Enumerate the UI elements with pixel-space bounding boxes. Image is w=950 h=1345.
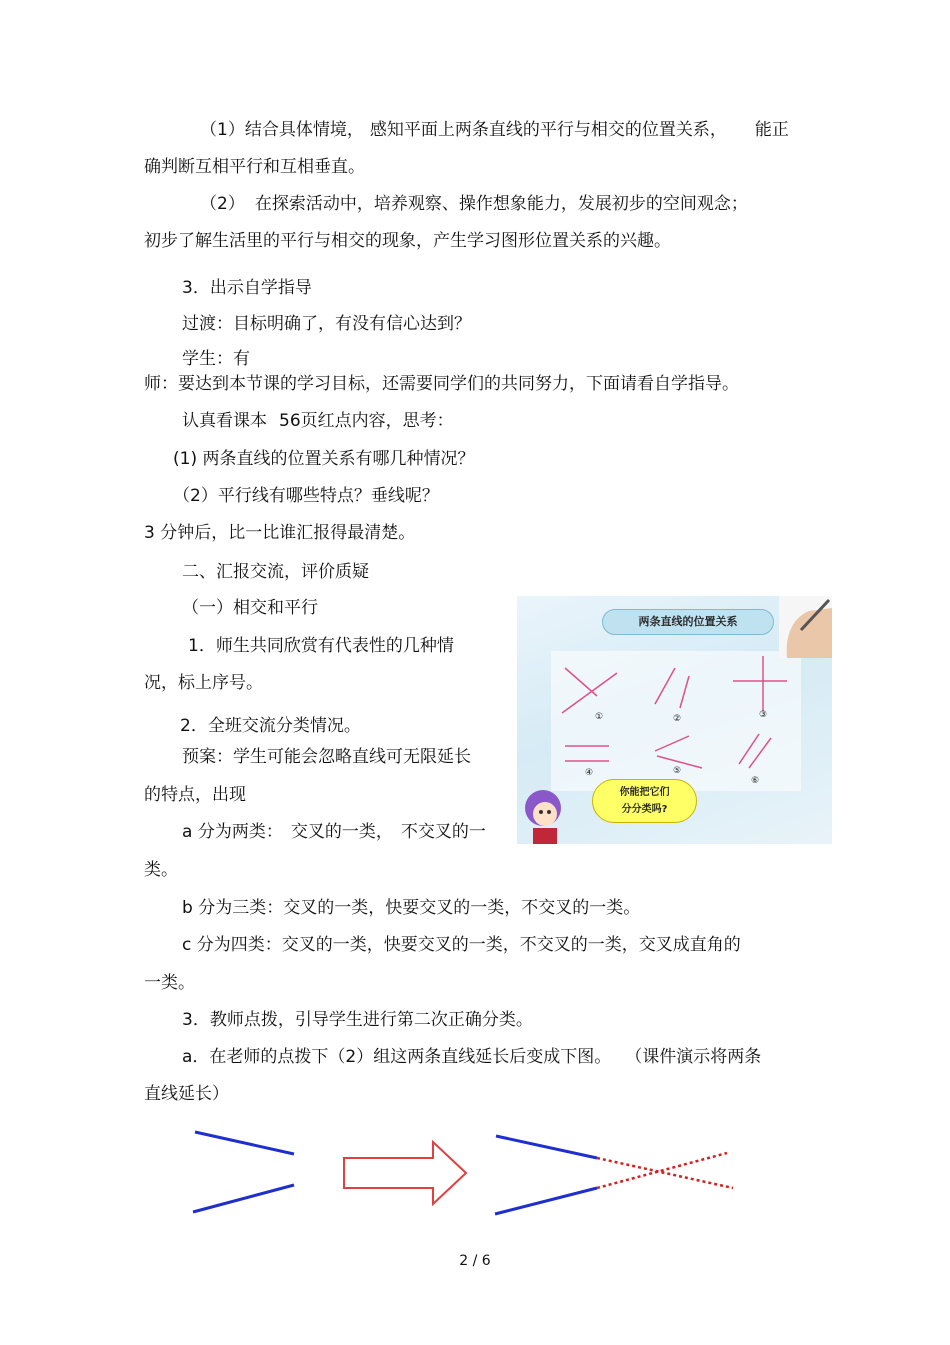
paragraph-line: 师：要达到本节课的学习目标，还需要同学们的共同努力，下面请看自学指导。 bbox=[144, 374, 739, 394]
original-line-lower bbox=[193, 1185, 294, 1212]
paragraph-line: 类。 bbox=[144, 860, 178, 880]
paragraph-line: 况，标上序号。 bbox=[144, 673, 263, 693]
text: 认真看课本 bbox=[182, 411, 267, 431]
text: 在探索活动中，培养观察、操作想象能力，发展初步的空间观念； bbox=[254, 194, 748, 214]
slide-title-bubble: 两条直线的位置关系 bbox=[602, 609, 774, 635]
paragraph-line bbox=[182, 411, 454, 431]
line-extension-figure bbox=[0, 1120, 950, 1240]
paragraph-line: c 分为四类：交叉的一类，快要交叉的一类，不交叉的一类，交叉成直角的 bbox=[182, 935, 741, 955]
text: （2） bbox=[200, 194, 245, 214]
figure-5-line-a bbox=[655, 736, 689, 751]
dotted-extension-lower bbox=[597, 1153, 727, 1188]
figure-number-5: ⑤ bbox=[673, 766, 682, 776]
paragraph-line: 的特点，出现 bbox=[144, 785, 246, 805]
text: 2）组这两条直线延长后变成下图。 bbox=[345, 1047, 612, 1067]
figure-number-6: ⑥ bbox=[751, 776, 760, 786]
cartoon-girl-icon bbox=[525, 790, 561, 844]
section-heading: 3．出示自学指导 bbox=[182, 278, 312, 298]
question-cloud bbox=[592, 779, 697, 823]
paragraph-line: 过渡：目标明确了，有没有信心达到？ bbox=[182, 314, 471, 334]
figure-number-4: ④ bbox=[585, 768, 594, 778]
question-line-2: 分分类吗? bbox=[621, 804, 668, 815]
section-heading: 二、汇报交流，评价质疑 bbox=[182, 562, 369, 582]
subsection-heading: （一）相交和平行 bbox=[182, 598, 318, 618]
hand-with-pen-icon bbox=[779, 596, 832, 658]
text: 能正 bbox=[754, 120, 789, 140]
courseware-slide-image bbox=[517, 596, 832, 844]
text: 交叉的一类， bbox=[290, 822, 393, 842]
question-line: （2）平行线有哪些特点？垂线呢？ bbox=[173, 486, 439, 506]
paragraph-line: 直线延长） bbox=[144, 1084, 229, 1104]
text: a 分为两类： bbox=[182, 822, 283, 842]
original-line-upper bbox=[195, 1132, 294, 1154]
text: （1）结合具体情境， bbox=[200, 120, 364, 140]
paragraph-line bbox=[182, 822, 486, 842]
figure-number-3: ③ bbox=[759, 710, 768, 720]
paragraph-line: 2．全班交流分类情况。 bbox=[180, 716, 361, 736]
figure-1-line-b bbox=[562, 673, 617, 713]
paragraph-line: 一类。 bbox=[144, 973, 195, 993]
objective-2-line bbox=[200, 194, 748, 214]
paragraph-line bbox=[182, 1047, 761, 1067]
paragraph-line: 确判断互相平行和互相垂直。 bbox=[144, 157, 365, 177]
text: a．在老师的点拨下（ bbox=[182, 1047, 346, 1067]
paragraph-line: 1．师生共同欣赏有代表性的几种情 bbox=[188, 636, 454, 656]
extended-line-upper bbox=[496, 1136, 597, 1158]
paragraph-line: b 分为三类：交叉的一类，快要交叉的一类，不交叉的一类。 bbox=[182, 898, 641, 918]
figure-2-line-a bbox=[655, 668, 675, 704]
text: 56页红点内容，思考： bbox=[279, 411, 454, 431]
paragraph-line: 3 分钟后，比一比谁汇报得最清楚。 bbox=[144, 523, 416, 543]
paragraph-line: 初步了解生活里的平行与相交的现象，产生学习图形位置关系的兴趣。 bbox=[144, 231, 671, 251]
question-line-1: 你能把它们 bbox=[619, 787, 670, 798]
figure-number-1: ① bbox=[595, 712, 604, 722]
figure-6-line-b bbox=[749, 738, 771, 768]
paragraph-line: 预案：学生可能会忽略直线可无限延长 bbox=[182, 747, 471, 767]
text: 感知平面上两条直线的平行与相交的位置关系， bbox=[369, 120, 727, 140]
text: （课件演示将两条 bbox=[625, 1047, 762, 1067]
figure-number-2: ② bbox=[673, 714, 682, 724]
right-arrow-icon bbox=[344, 1142, 466, 1204]
paragraph-line: 学生：有 bbox=[182, 349, 250, 369]
figure-2-line-b bbox=[680, 676, 689, 708]
extended-line-lower bbox=[495, 1188, 597, 1214]
objective-1-line bbox=[200, 120, 789, 140]
text: 不交叉的一 bbox=[400, 822, 486, 842]
paragraph-line: 3．教师点拨，引导学生进行第二次正确分类。 bbox=[182, 1010, 533, 1030]
question-line: (1) 两条直线的位置关系有哪几种情况？ bbox=[173, 449, 475, 469]
page-number: 2 / 6 bbox=[459, 1253, 491, 1269]
